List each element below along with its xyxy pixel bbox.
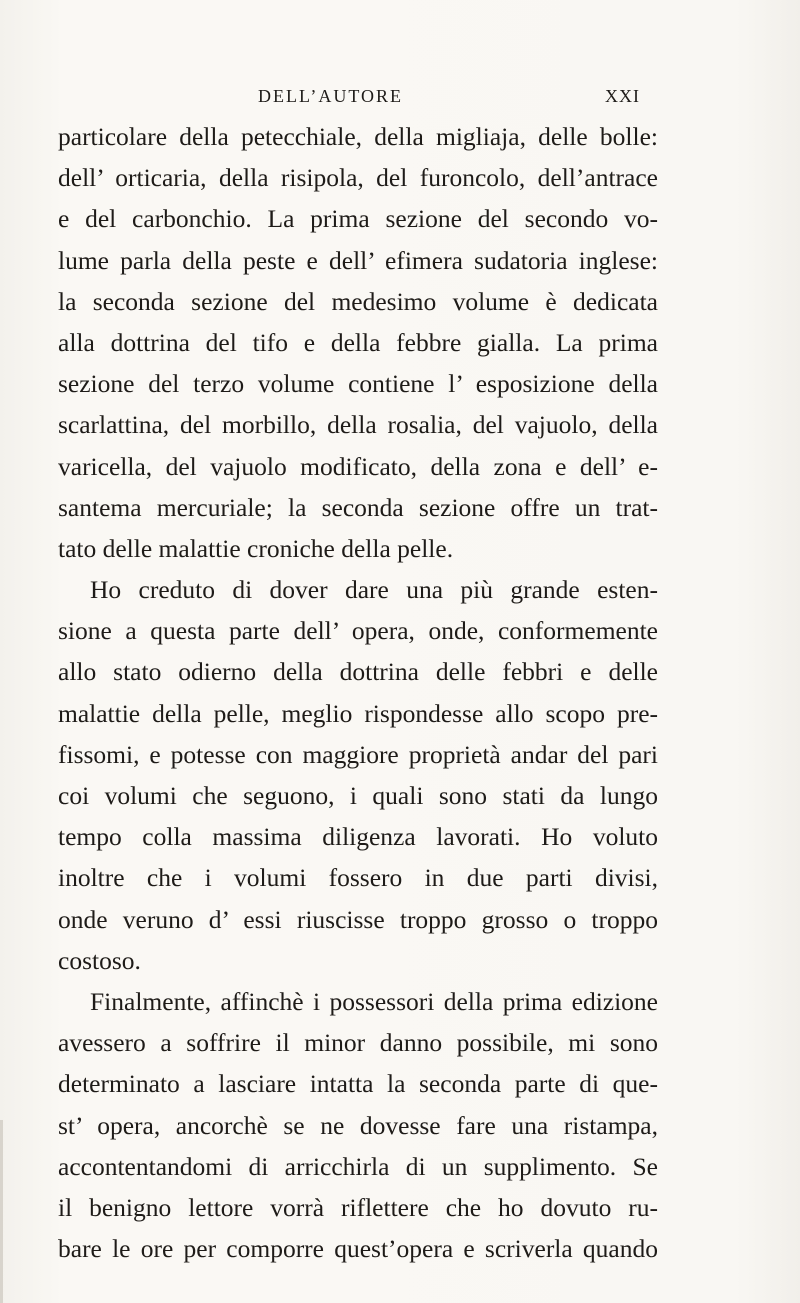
text-line: bare le ore per comporre quest’opera e scriverla quando: [58, 1234, 658, 1264]
text-line: tato delle malattie croniche della pelle.: [58, 533, 454, 563]
text-line: sione a questa parte dell’ opera, onde, conformemente: [58, 616, 658, 646]
text-line: accontentandomi di arricchirla di un supplimento. Se: [58, 1151, 658, 1181]
running-header: [258, 86, 640, 116]
text-line: scarlattina, del morbillo, della rosalia, del vajuolo, della: [58, 410, 658, 440]
text-line: sezione del terzo volume contiene l’ esposizione della: [58, 369, 658, 399]
text-line: inoltre che i volumi fossero in due parti divisi,: [58, 863, 658, 893]
text-line: coi volumi che seguono, i quali sono stati da lungo: [58, 781, 658, 810]
text-line: tempo colla massima diligenza lavorati. Ho voluto: [58, 822, 658, 852]
text-line: dell’ orticaria, della risipola, del furoncolo, dell’antrace: [58, 163, 658, 193]
text-line: fissomi, e potesse con maggiore proprietà andar del pari: [58, 739, 658, 769]
page-edge-shadow: [0, 1120, 3, 1303]
text-line: allo stato odierno della dottrina delle febbri e delle: [58, 657, 658, 687]
text-line: la seconda sezione del medesimo volume è dedicata: [58, 286, 658, 316]
text-line: lume parla della peste e dell’ efimera sudatoria inglese:: [58, 245, 658, 275]
text-line: alla dottrina del tifo e della febbre gialla. La prima: [58, 327, 658, 357]
text-line: santema mercuriale; la seconda sezione offre un trat-: [58, 492, 658, 522]
text-line: e del carbonchio. La prima sezione del secondo vo-: [58, 204, 658, 234]
text-line: particolare della petecchiale, della migliaja, delle bolle:: [58, 122, 658, 151]
text-line: malattie della pelle, meglio rispondesse allo scopo pre-: [58, 698, 658, 728]
text-line: varicella, del vajuolo modificato, della zona e dell’ e-: [58, 451, 658, 481]
body-text: [58, 116, 658, 1269]
page-number: XXI: [605, 86, 640, 106]
text-line: Finalmente, affinchè i possessori della prima edizione: [90, 986, 658, 1016]
text-line: onde veruno d’ essi riuscisse troppo grosso o troppo: [58, 904, 658, 934]
text-line: costoso.: [58, 945, 141, 975]
text-line: il benigno lettore vorrà riflettere che ho dovuto ru-: [58, 1192, 658, 1222]
text-line: determinato a lasciare intatta la seconda parte di que-: [58, 1069, 658, 1099]
text-line: Ho creduto di dover dare una più grande esten-: [90, 575, 658, 605]
text-line: avessero a soffrire il minor danno possibile, mi sono: [58, 1028, 658, 1058]
running-title: DELL’AUTORE: [258, 86, 403, 106]
text-line: st’ opera, ancorchè se ne dovesse fare una ristampa,: [58, 1110, 658, 1140]
